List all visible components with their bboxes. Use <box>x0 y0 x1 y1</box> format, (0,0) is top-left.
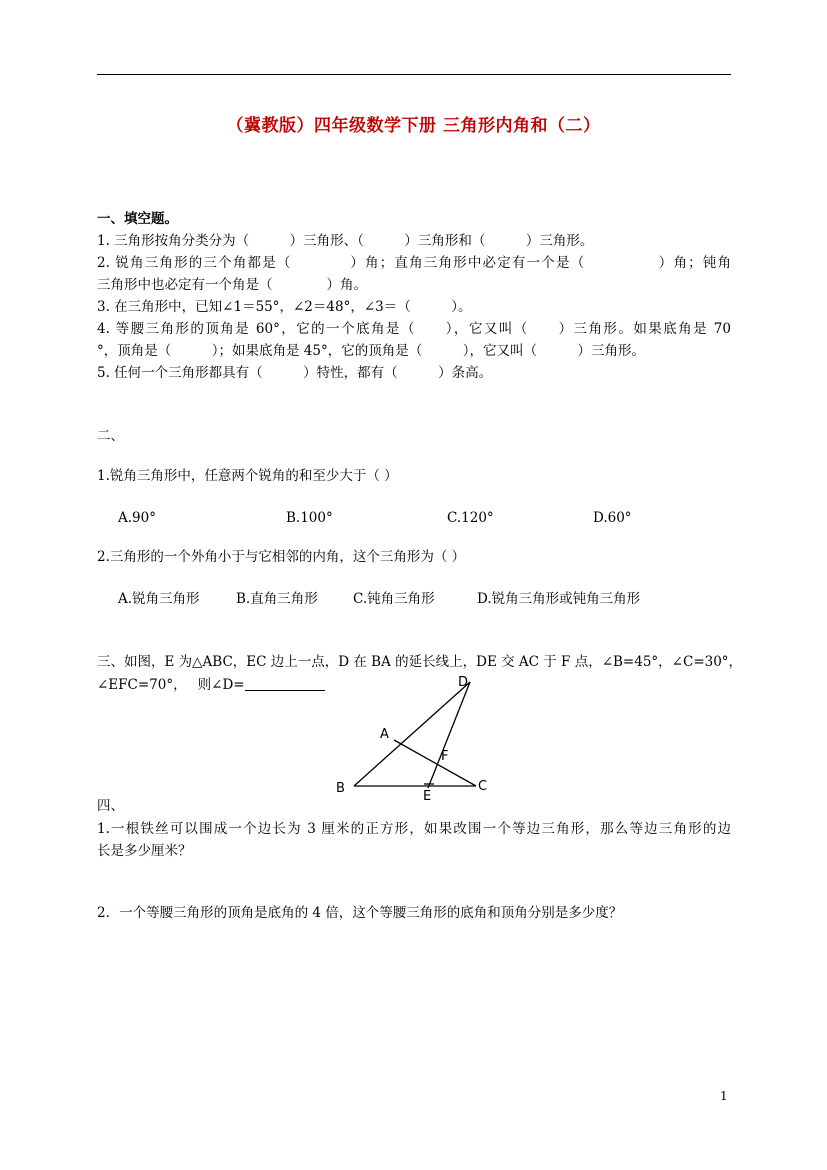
choice-question-2: 2.三角形的一个外角小于与它相邻的内角，这个三角形为（ ） <box>97 549 466 565</box>
q2-option-b: B.直角三角形 <box>236 591 318 607</box>
page-title: （冀教版）四年级数学下册 三角形内角和（二） <box>226 116 601 136</box>
header-rule <box>97 74 731 75</box>
section-3-line-1: 三、如图，E 为△ABC，EC 边上一点，D 在 BA 的延长线上，DE 交 AC 于 F 点，∠B=45°，∠C=30°， <box>97 654 743 670</box>
page-number: 1 <box>720 1089 728 1103</box>
triangle-figure <box>330 670 500 800</box>
section-4-heading: 四、 <box>97 798 124 814</box>
fill-line-3: 三角形中也必定有一个角是（ ）角。 <box>97 277 367 293</box>
section-4-q1-line-2: 长是多少厘米？ <box>97 843 192 859</box>
fill-line-1: 1. 三角形按角分类分为（ ）三角形、（ ）三角形和（ ）三角形。 <box>97 233 594 249</box>
label-b: B <box>336 781 345 796</box>
line-ac <box>394 740 476 786</box>
fill-line-6: °，顶角是（ ）；如果底角是 45°，它的顶角是（ ），它又叫（ ）三角形。 <box>97 343 645 359</box>
section-2-heading: 二、 <box>97 428 124 444</box>
label-f: F <box>441 749 449 764</box>
label-e: E <box>423 789 432 800</box>
q1-option-c: C.120° <box>447 510 494 526</box>
q2-option-c: C.钝角三角形 <box>353 591 435 607</box>
label-d: D <box>458 675 469 690</box>
line-bd <box>354 682 470 786</box>
fill-line-4: 3. 在三角形中，已知∠1＝55°，∠2＝48°，∠3＝（ ）。 <box>97 299 472 315</box>
q1-option-a: A.90° <box>118 510 156 526</box>
section-1-heading: 一、填空题。 <box>97 211 178 227</box>
line-de <box>428 682 470 788</box>
q2-option-d: D.锐角三角形或钝角三角形 <box>477 591 641 607</box>
q1-option-d: D.60° <box>593 510 632 526</box>
fill-line-7: 5. 任何一个三角形都具有（ ）特性，都有（ ）条高。 <box>97 365 493 381</box>
q2-option-a: A.锐角三角形 <box>118 591 200 607</box>
section-4-q2: 2．一个等腰三角形的顶角是底角的 4 倍，这个等腰三角形的底角和顶角分别是多少度？ <box>97 905 623 921</box>
section-4-q1-line-1: 1.一根铁丝可以围成一个边长为 3 厘米的正方形，如果改围一个等边三角形，那么等边三角形的边 <box>97 821 731 837</box>
label-a: A <box>380 727 389 742</box>
label-c: C <box>478 779 488 794</box>
angle-d-prompt: ∠EFC=70°， 则∠D= <box>97 677 245 693</box>
section-3-line-2 <box>97 676 325 694</box>
choice-question-1: 1.锐角三角形中，任意两个锐角的和至少大于（ ） <box>97 468 398 484</box>
q1-option-b: B.100° <box>286 510 333 526</box>
fill-line-2: 2. 锐角三角形的三个角都是（ ）角；直角三角形中必定有一个是（ ）角；钝角 <box>97 255 731 271</box>
fill-line-5: 4. 等腰三角形的顶角是 60°，它的一个底角是（ ），它又叫（ ）三角形。如果底角是 70 <box>97 321 731 337</box>
answer-blank <box>245 676 325 691</box>
